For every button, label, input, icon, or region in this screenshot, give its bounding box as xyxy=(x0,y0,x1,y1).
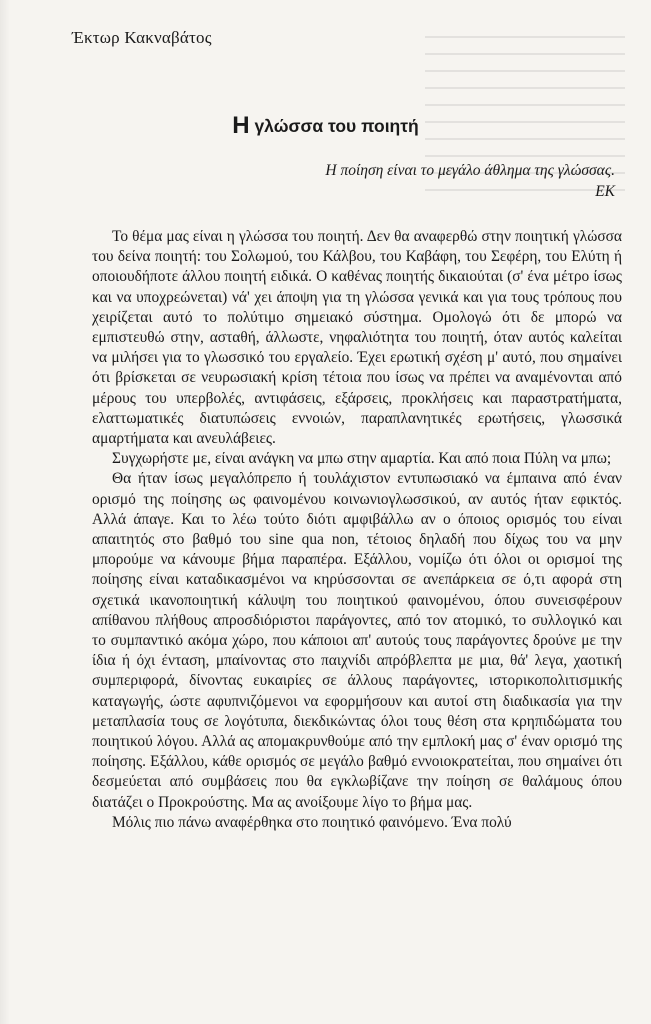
epigraph-quote: Η ποίηση είναι το μεγάλο άθλημα της γλώσσας. xyxy=(325,162,615,179)
title-initial: Η xyxy=(232,112,250,139)
paragraph-4: Μόλις πιο πάνω αναφέρθηκα στο ποιητικό φαινόμενο. Ένα πολύ xyxy=(112,813,512,831)
paragraph-3: Θα ήταν ίσως μεγαλόπρεπο ή τουλάχιστον εντυπωσιακό να έμπαινα από έναν ορισμό της ποίησης ως φαινομένου κοινωνιογλωσσικού, αν αυτός ήταν εφικτός. Αλλά άπαγε. Και το λέω τούτο διότι αμφιβάλλω αν ο όποιος ορισμός του είναι απαιτητός στο βαθμό του sine qua non, τέτοιος δηλαδή που δίχως του να μην μπορούμε να κάνουμε βήμα παραπέρα. Εξάλλου, νομίζω ότι όλοι οι ορισμοί της ποίησης είναι καταδικασμένοι να κηρύσσονται σε ανεπάρκεια σε ό,τι αφορά στη σχετικά ικανοποιητική κάλυψη του ποιητικού φαινομένου, όπου συνεισφέρουν απίθανου πλήθους απροσδιόριστοι παράγοντες, από τον ατομικό, το συλλογικό και το συμπαντικό ακόμα χώρο, που κάποιοι απ' αυτούς τους παράγοντες δρούνε με την ίδια ή όχι ένταση, μπαίνοντας στο παιχνίδι απρόβλεπτα με μια, θά' λεγα, χαοτική συμπεριφορά, δίνοντας ευκαιρίες σε άλλους παράγοντες, ιστορικοπολιτισμικής καταγωγής, ώστε αφυπνιζόμενοι να εφορμήσουν και αυτοί στη διαδικασία για την μεταπλασία τους σε λογότυπα, διεκδικώντας όλοι τους θέση στα κρηπιδώματα του ποιητικού λόγου. Αλλά ας απομακρυνθούμε από την εμπλοκή μας σ' έναν ορισμό της ποίησης. Εξάλλου, κάθε ορισμός σε μεγάλο βαθμό εννοιοκρατείται, που σημαίνει ότι δεσμεύεται από συμβάσεις που θα εγκλωβίζανε την ποίηση σε θαλάμους όπου διατάζει ο Προκρούστης. Μα ας ανοίξουμε λίγο το βήμα μας. xyxy=(92,470,622,811)
title-rest: γλώσσα του ποιητή xyxy=(249,116,419,136)
epigraph xyxy=(325,160,615,202)
article-title xyxy=(0,112,651,140)
paragraph-1: Το θέμα μας είναι η γλώσσα του ποιητή. Δεν θα αναφερθώ στην ποιητική γλώσσα του δείνα ποιητή: του Σολωμού, του Κάλβου, του Καβάφη, του Σεφέρη, του Ελύτη ή οποιουδήποτε άλλου ποιητή ειδικά. Ο καθένας ποιητής δικαιούται (σ' ένα μέτρο ίσως και να υποχρεώνεται) νά' χει άποψη για τη γλώσσα γενικά και για τους τρόπους που χειρίζεται αυτό το πολύτιμο σημειακό σύστημα. Ομολογώ ότι δε μπορώ να εμπιστευθώ στην, ασταθή, άλλωστε, νηφαλιότητα του ποιητή, όταν αυτός καλείται να μιλήσει για το γλωσσικό του εργαλείο. Έχει ερωτική σχέση μ' αυτό, που σημαίνει ότι βρίσκεται σε νευρωσιακή κρίση τέτοια που ίσως να πρέπει να αναμένονται από μέρους του υπερβολές, αντιφάσεις, εξάρσεις, προκλήσεις και παραστρατήματα, ελαττωματικές διατυπώσεις εννοιών, παραπλανητικές ερωτήσεις, γλωσσικά αμαρτήματα και ανευλάβειες. xyxy=(92,228,622,448)
running-header-author: Έκτωρ Κακναβάτος xyxy=(72,28,212,47)
epigraph-initials: ΕΚ xyxy=(595,183,615,200)
article-body xyxy=(92,227,622,833)
paragraph-2: Συγχωρήστε με, είναι ανάγκη να μπω στην αμαρτία. Και από ποια Πύλη να μπω; xyxy=(112,450,612,468)
